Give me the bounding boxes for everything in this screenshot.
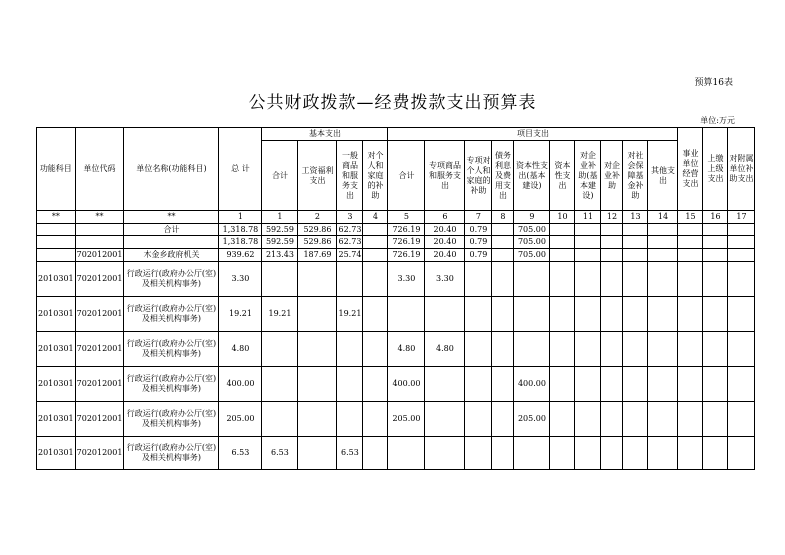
table-cell <box>337 367 363 402</box>
table-cell <box>601 367 623 402</box>
table-cell <box>363 297 388 332</box>
table-cell: 62.73 <box>337 236 363 249</box>
header-unit-code: 单位代码 <box>75 128 124 211</box>
table-cell: 4.80 <box>425 332 465 367</box>
header-total: 总 计 <box>219 128 262 211</box>
table-cell: 2 <box>298 211 337 224</box>
table-cell <box>298 332 337 367</box>
table-cell: 19.21 <box>219 297 262 332</box>
table-cell: 行政运行(政府办公厅(室)及相关机构事务) <box>124 367 219 402</box>
table-cell <box>550 224 575 236</box>
header-capital: 资本性支出 <box>550 141 575 211</box>
table-cell: 1,318.78 <box>219 236 262 249</box>
table-row <box>37 236 755 249</box>
table-cell <box>575 367 601 402</box>
table-cell: 705.00 <box>514 224 550 236</box>
table-cell <box>575 262 601 297</box>
table-cell <box>575 402 601 437</box>
table-cell <box>648 297 678 332</box>
table-cell: 400.00 <box>388 367 425 402</box>
table-cell: 19.21 <box>262 297 298 332</box>
table-cell <box>728 297 755 332</box>
table-cell: 705.00 <box>514 236 550 249</box>
table-cell: 10 <box>550 211 575 224</box>
table-cell <box>601 262 623 297</box>
table-cell: 3.30 <box>219 262 262 297</box>
table-cell: 3.30 <box>425 262 465 297</box>
table-cell <box>465 437 492 470</box>
table-cell <box>678 437 703 470</box>
table-cell: 1,318.78 <box>219 224 262 236</box>
table-cell <box>75 236 124 249</box>
table-cell <box>37 224 76 236</box>
table-cell: 6 <box>425 211 465 224</box>
table-cell: 3 <box>337 211 363 224</box>
page-title: 公共财政拨款—经费拨款支出预算表 <box>248 93 537 113</box>
table-cell: 592.59 <box>262 224 298 236</box>
table-cell: 6.53 <box>337 437 363 470</box>
table-cell <box>575 236 601 249</box>
table-cell: 939.62 <box>219 249 262 262</box>
table-cell: 13 <box>623 211 648 224</box>
table-cell <box>623 297 648 332</box>
table-cell <box>601 236 623 249</box>
table-cell: 15 <box>678 211 703 224</box>
table-cell <box>648 224 678 236</box>
table-cell: 702012001 <box>75 262 124 297</box>
table-cell <box>388 297 425 332</box>
table-cell: ** <box>124 211 219 224</box>
table-cell: 2010301 <box>37 332 76 367</box>
table-cell <box>623 367 648 402</box>
header-social: 对社会保障基金补助 <box>623 141 648 211</box>
table-cell <box>550 249 575 262</box>
header-unit-name: 单位名称(功能科目) <box>124 128 219 211</box>
table-cell: 726.19 <box>388 249 425 262</box>
table-cell: 702012001 <box>75 437 124 470</box>
table-cell <box>262 332 298 367</box>
table-cell: 205.00 <box>219 402 262 437</box>
table-cell: 2010301 <box>37 297 76 332</box>
table-cell: 1 <box>262 211 298 224</box>
table-cell: 14 <box>648 211 678 224</box>
table-cell <box>703 402 728 437</box>
header-basic: 基本支出 <box>262 128 388 141</box>
table-cell <box>492 402 514 437</box>
table-cell: 1 <box>219 211 262 224</box>
table-cell <box>550 297 575 332</box>
table-row <box>37 224 755 236</box>
table-cell: 0.79 <box>465 249 492 262</box>
table-cell <box>703 332 728 367</box>
table-cell <box>678 249 703 262</box>
table-cell: 4.80 <box>219 332 262 367</box>
table-cell <box>703 367 728 402</box>
header-basic-sum: 合计 <box>262 141 298 211</box>
table-cell <box>298 437 337 470</box>
table-cell: 592.59 <box>262 236 298 249</box>
table-cell <box>425 297 465 332</box>
table-cell <box>492 262 514 297</box>
table-cell: ** <box>37 211 76 224</box>
table-cell: 3.30 <box>388 262 425 297</box>
table-cell: 16 <box>703 211 728 224</box>
table-cell <box>550 332 575 367</box>
table-cell <box>37 249 76 262</box>
table-cell: 4.80 <box>388 332 425 367</box>
table-cell: 2010301 <box>37 437 76 470</box>
table-cell <box>363 437 388 470</box>
table-cell <box>623 437 648 470</box>
table-cell: 19.21 <box>337 297 363 332</box>
table-cell <box>465 297 492 332</box>
table-cell <box>648 437 678 470</box>
table-cell <box>298 402 337 437</box>
table-cell <box>703 297 728 332</box>
budget-table <box>36 127 755 470</box>
table-cell <box>728 332 755 367</box>
table-cell <box>425 437 465 470</box>
table-cell: 62.73 <box>338 224 362 234</box>
table-cell <box>728 402 755 437</box>
table-cell: 合计 <box>124 224 219 236</box>
table-cell: 726.19 <box>388 236 425 249</box>
table-cell: 20.40 <box>425 249 465 262</box>
table-cell <box>678 236 703 249</box>
table-cell: 2010301 <box>37 262 76 297</box>
table-cell: 11 <box>575 211 601 224</box>
table-cell <box>550 262 575 297</box>
table-cell <box>514 297 550 332</box>
table-cell: 529.86 <box>298 224 337 236</box>
table-cell <box>623 236 648 249</box>
table-cell: 400.00 <box>514 367 550 402</box>
table-row <box>37 297 755 332</box>
table-cell: 213.43 <box>262 249 298 262</box>
table-cell <box>388 437 425 470</box>
table-cell <box>550 367 575 402</box>
header-biz: 事业单位经营支出 <box>678 128 703 211</box>
table-cell <box>678 332 703 367</box>
table-cell <box>648 367 678 402</box>
header-proj-goods: 专项商品和服务支出 <box>425 141 465 211</box>
table-cell <box>648 236 678 249</box>
table-cell <box>575 437 601 470</box>
table-cell: 400.00 <box>219 367 262 402</box>
table-cell <box>728 437 755 470</box>
unit-label: 单位:万元 <box>700 116 735 125</box>
table-cell <box>514 332 550 367</box>
table-cell: 0.79 <box>465 224 492 236</box>
table-cell: 12 <box>601 211 623 224</box>
table-cell <box>298 262 337 297</box>
header-ent-build: 对企业补助(基本建设) <box>575 141 601 211</box>
table-cell <box>728 249 755 262</box>
header-capital-build: 资本性支出(基本建设) <box>514 141 550 211</box>
table-cell <box>678 402 703 437</box>
table-cell <box>262 367 298 402</box>
table-cell <box>262 262 298 297</box>
table-row <box>37 367 755 402</box>
table-cell <box>492 224 514 236</box>
table-cell <box>337 262 363 297</box>
table-cell <box>550 236 575 249</box>
table-cell <box>492 249 514 262</box>
table-row <box>37 402 755 437</box>
table-cell <box>678 224 703 236</box>
table-cell <box>550 437 575 470</box>
table-cell <box>703 236 728 249</box>
table-cell <box>601 402 623 437</box>
table-cell: 2010301 <box>37 402 76 437</box>
table-cell: 0.79 <box>465 236 492 249</box>
table-cell <box>575 224 601 236</box>
table-cell <box>425 402 465 437</box>
table-cell <box>623 224 648 236</box>
table-cell <box>492 367 514 402</box>
header-goods: 一般商品和服务支出 <box>337 141 363 211</box>
table-cell <box>363 332 388 367</box>
table-cell: 木金乡政府机关 <box>124 249 219 262</box>
table-cell <box>728 262 755 297</box>
header-proj-sum: 合计 <box>388 141 425 211</box>
table-cell <box>703 437 728 470</box>
table-cell <box>337 402 363 437</box>
table-cell: 5 <box>388 211 425 224</box>
header-subsidy: 对个人和家庭的补助 <box>363 141 388 211</box>
table-cell <box>601 224 623 236</box>
table-cell <box>363 249 388 262</box>
table-cell <box>465 332 492 367</box>
table-cell: 20.40 <box>425 236 465 249</box>
table-cell <box>648 249 678 262</box>
table-row <box>37 262 755 297</box>
table-cell <box>298 297 337 332</box>
table-cell <box>514 437 550 470</box>
table-row <box>37 249 755 262</box>
table-cell <box>465 367 492 402</box>
table-cell <box>648 332 678 367</box>
index-row <box>37 211 755 224</box>
table-cell <box>75 224 124 236</box>
table-cell <box>648 402 678 437</box>
table-cell: 702012001 <box>75 367 124 402</box>
table-cell <box>678 367 703 402</box>
table-cell <box>728 367 755 402</box>
table-cell: 行政运行(政府办公厅(室)及相关机构事务) <box>124 332 219 367</box>
table-cell <box>465 262 492 297</box>
table-cell <box>363 367 388 402</box>
table-cell: 187.69 <box>298 249 337 262</box>
table-cell <box>623 262 648 297</box>
table-cell: 205.00 <box>514 402 550 437</box>
table-cell: 702012001 <box>75 249 124 262</box>
table-cell <box>363 236 388 249</box>
table-cell: 20.40 <box>425 224 465 236</box>
table-cell: 705.00 <box>514 249 550 262</box>
table-cell <box>363 402 388 437</box>
table-cell: 6.53 <box>262 437 298 470</box>
table-cell <box>492 297 514 332</box>
table-cell <box>703 262 728 297</box>
table-cell <box>492 236 514 249</box>
table-cell: 205.00 <box>388 402 425 437</box>
table-cell: 9 <box>514 211 550 224</box>
table-cell <box>623 249 648 262</box>
header-other: 其他支出 <box>648 141 678 211</box>
header-project: 项目支出 <box>388 128 678 141</box>
table-cell <box>492 437 514 470</box>
table-cell: ** <box>75 211 124 224</box>
table-cell: 行政运行(政府办公厅(室)及相关机构事务) <box>124 437 219 470</box>
table-cell <box>465 402 492 437</box>
table-cell <box>703 249 728 262</box>
table-cell <box>648 262 678 297</box>
header-wages: 工资福利支出 <box>298 141 337 211</box>
table-cell <box>337 332 363 367</box>
table-cell <box>425 367 465 402</box>
table-cell: 2010301 <box>37 367 76 402</box>
table-cell <box>363 224 388 236</box>
table-cell <box>124 236 219 249</box>
table-cell <box>575 249 601 262</box>
header-proj-subsidy: 专项对个人和家庭的补助 <box>465 141 492 211</box>
table-cell: 529.86 <box>298 236 337 249</box>
header-upper: 上缴上级支出 <box>703 128 728 211</box>
table-cell: 4 <box>363 211 388 224</box>
header-sub-units: 对附属单位补助支出 <box>728 128 755 211</box>
table-cell <box>298 367 337 402</box>
table-cell: 25.74 <box>337 249 363 262</box>
table-cell: 702012001 <box>75 297 124 332</box>
table-row <box>37 437 755 470</box>
table-cell <box>601 249 623 262</box>
table-cell <box>728 236 755 249</box>
table-cell <box>514 262 550 297</box>
table-cell <box>728 224 755 236</box>
table-cell <box>678 262 703 297</box>
table-cell <box>363 262 388 297</box>
table-cell <box>262 402 298 437</box>
table-cell: 行政运行(政府办公厅(室)及相关机构事务) <box>124 297 219 332</box>
table-cell: 702012001 <box>75 332 124 367</box>
table-cell: 17 <box>728 211 755 224</box>
header-debt: 债务利息及费用支出 <box>492 141 514 211</box>
table-cell <box>575 297 601 332</box>
table-cell: 726.19 <box>388 224 425 236</box>
table-number-tag: 预算16表 <box>694 78 733 88</box>
header-func-code: 功能科目 <box>37 128 76 211</box>
table-cell <box>623 402 648 437</box>
table-cell <box>550 402 575 437</box>
table-cell: 6.53 <box>219 437 262 470</box>
table-cell: 702012001 <box>75 402 124 437</box>
table-cell <box>601 332 623 367</box>
table-cell: 行政运行(政府办公厅(室)及相关机构事务) <box>124 402 219 437</box>
table-cell: 8 <box>492 211 514 224</box>
table-cell <box>678 297 703 332</box>
table-cell <box>623 332 648 367</box>
table-cell <box>703 224 728 236</box>
table-cell <box>601 297 623 332</box>
table-cell: 7 <box>465 211 492 224</box>
table-cell <box>37 236 76 249</box>
table-cell <box>492 332 514 367</box>
table-row <box>37 332 755 367</box>
table-cell: 行政运行(政府办公厅(室)及相关机构事务) <box>124 262 219 297</box>
header-ent: 对企业补助 <box>601 141 623 211</box>
table-cell <box>575 332 601 367</box>
table-cell <box>601 437 623 470</box>
